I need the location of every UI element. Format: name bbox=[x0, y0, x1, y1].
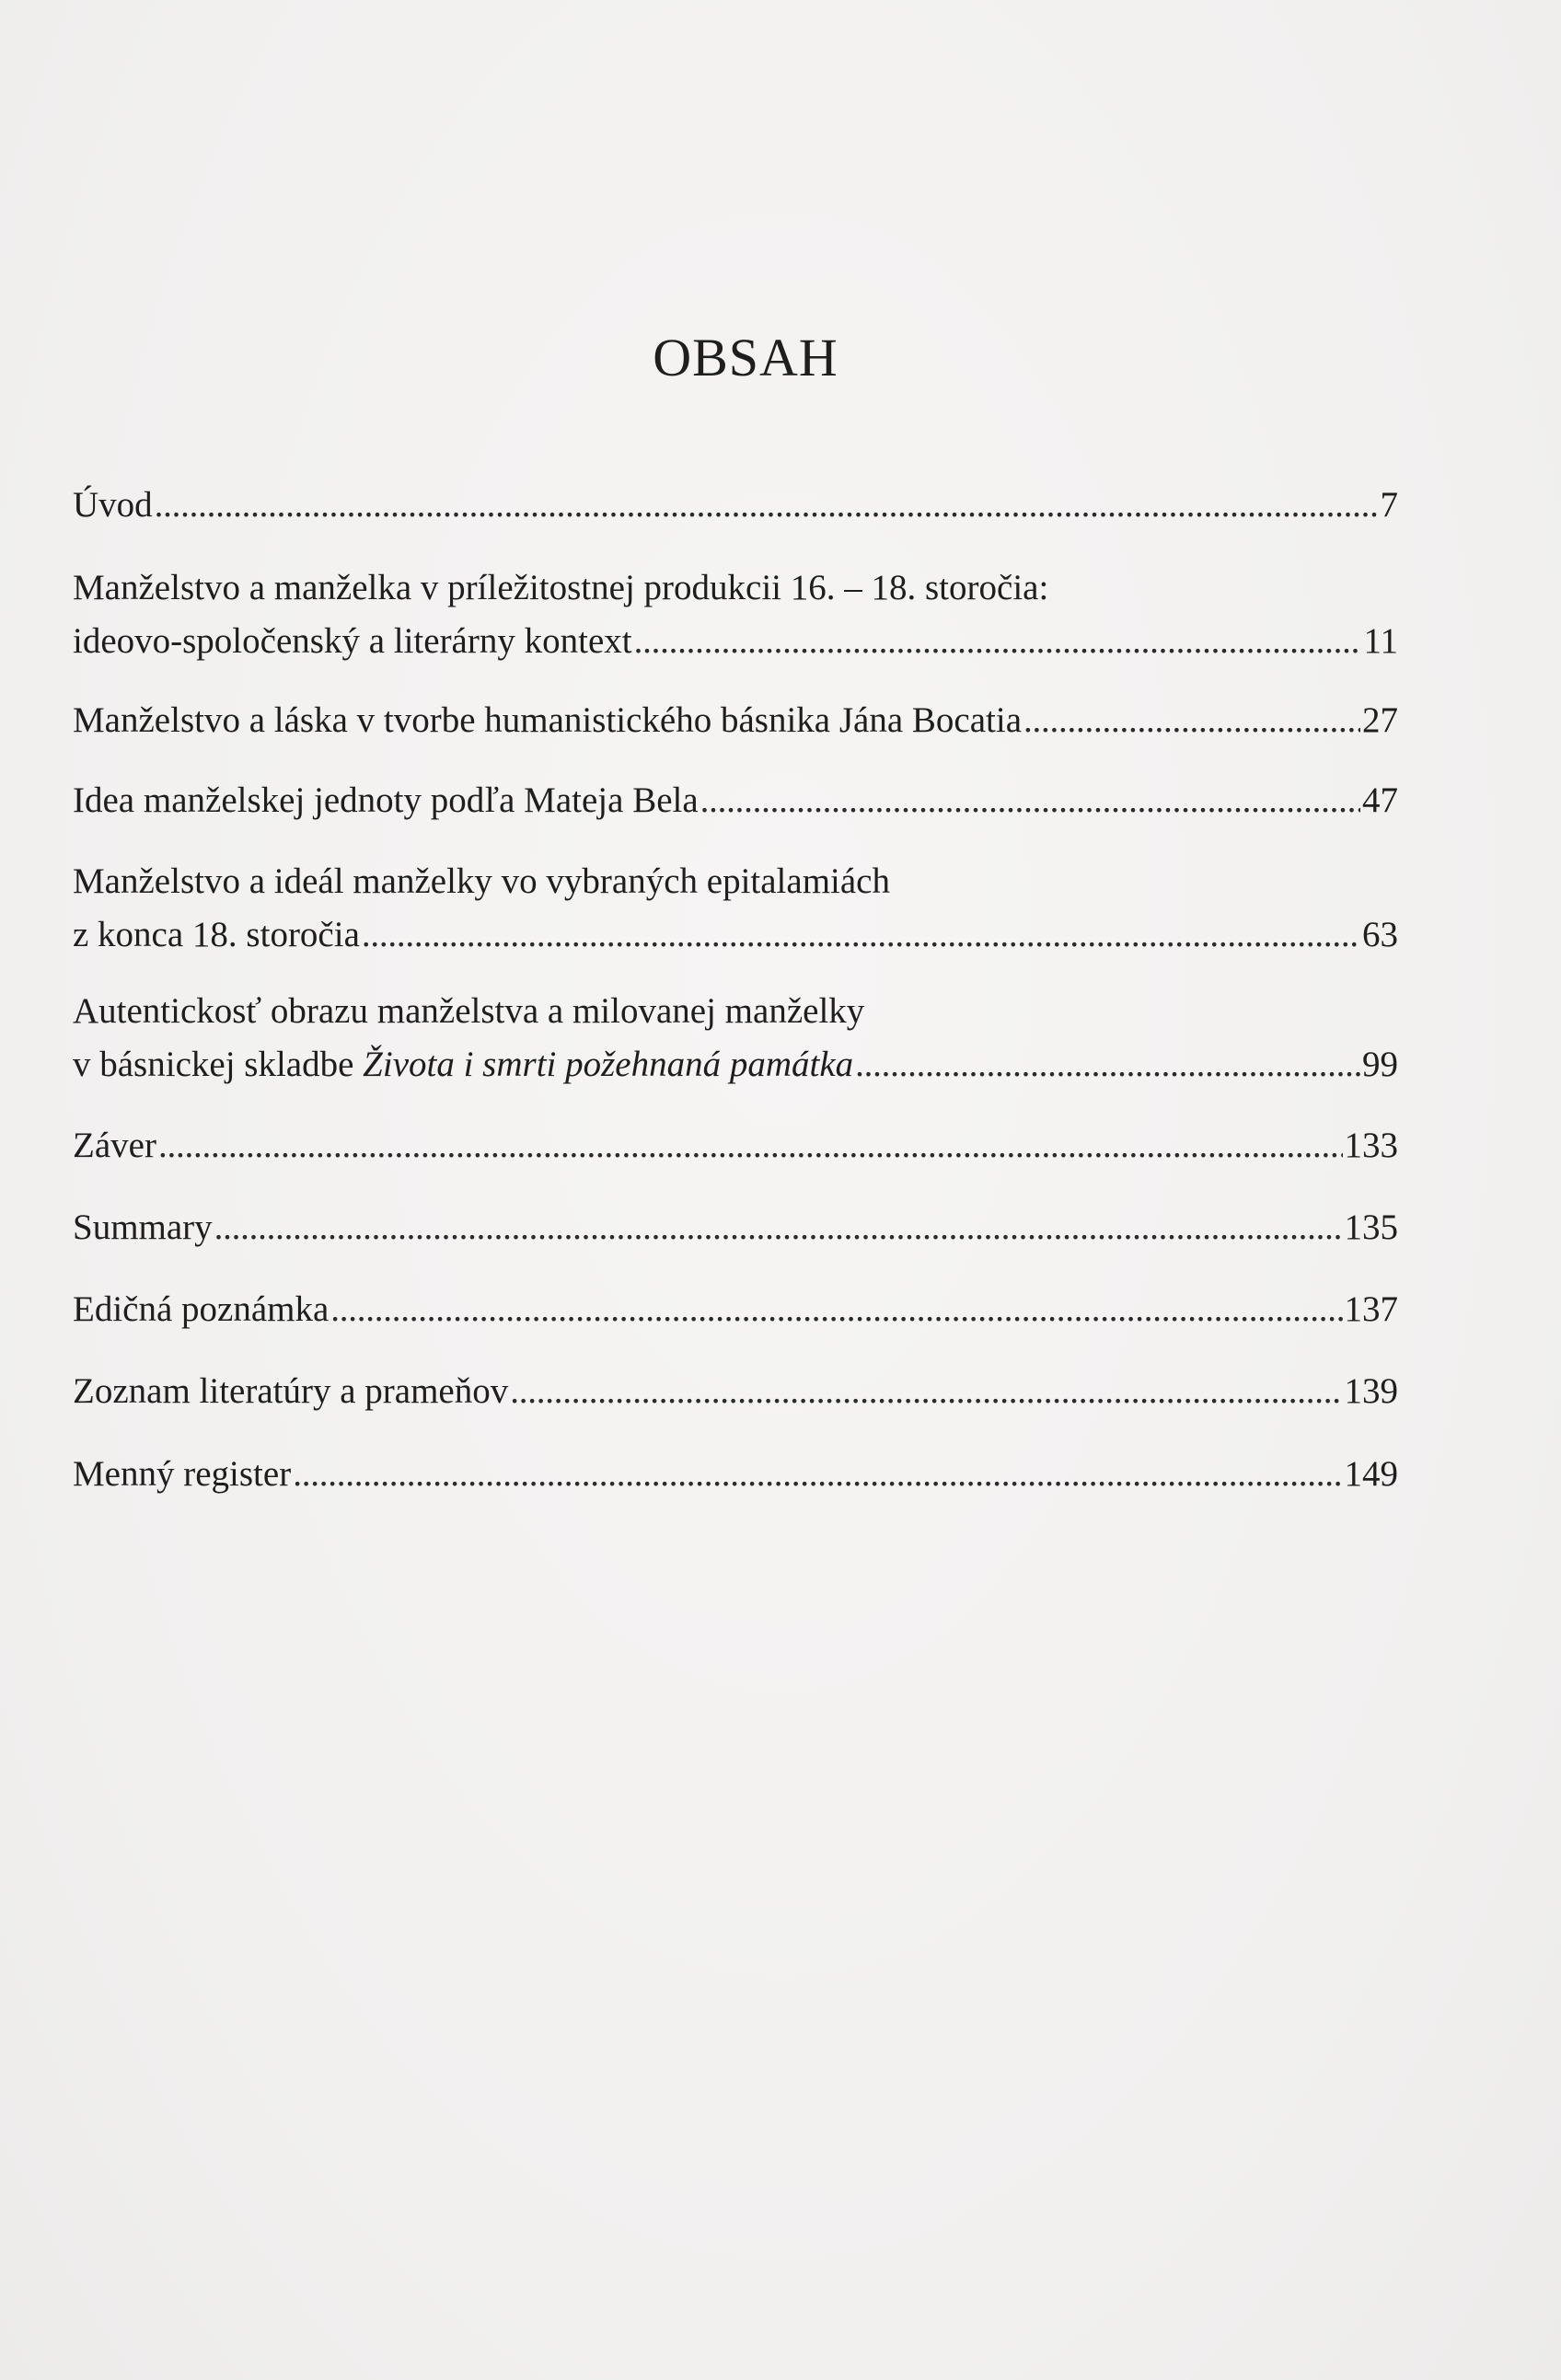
leader-dots bbox=[510, 1365, 1342, 1418]
toc-entry-page: 139 bbox=[1344, 1371, 1398, 1411]
toc-entry-title: Summary bbox=[73, 1207, 213, 1247]
toc-entry bbox=[73, 985, 1398, 1092]
toc-entry-title-line1: Manželstvo a ideál manželky vo vybraných epitalamiách bbox=[73, 861, 890, 901]
leader-dots bbox=[155, 479, 1379, 532]
toc-entry-title: z konca 18. storočia bbox=[73, 915, 360, 954]
toc-entry-title: Manželstvo a láska v tvorbe humanistického básnika Jána Bocatia bbox=[73, 700, 1023, 740]
toc-entry bbox=[73, 479, 1398, 532]
toc-entry-title: Menný register bbox=[73, 1454, 292, 1494]
toc-entry-page: 11 bbox=[1363, 621, 1398, 661]
toc-entry-page: 149 bbox=[1344, 1454, 1398, 1494]
toc-entry-title bbox=[73, 1038, 853, 1092]
toc-entry bbox=[73, 1119, 1398, 1173]
page-title: OBSAH bbox=[653, 328, 838, 387]
leader-dots bbox=[158, 1119, 1343, 1173]
toc-entry-title: Edičná poznámka bbox=[73, 1289, 330, 1329]
leader-dots bbox=[1023, 694, 1360, 747]
leader-dots bbox=[855, 1038, 1360, 1092]
toc-entry bbox=[73, 1201, 1398, 1254]
toc-entry-page: 7 bbox=[1380, 485, 1398, 525]
toc-entry-title: Idea manželskej jednoty podľa Mateja Bela bbox=[73, 780, 699, 820]
toc-entry bbox=[73, 694, 1398, 747]
toc-entry bbox=[73, 774, 1398, 827]
toc-entry bbox=[73, 561, 1398, 668]
leader-dots bbox=[330, 1283, 1342, 1336]
toc-entry-page: 27 bbox=[1362, 700, 1398, 740]
toc-entry-title: Záver bbox=[73, 1126, 156, 1165]
toc-entry bbox=[73, 1283, 1398, 1336]
toc-entry-page: 63 bbox=[1362, 915, 1398, 954]
leader-dots bbox=[700, 774, 1360, 827]
toc-entry-page: 137 bbox=[1344, 1289, 1398, 1329]
toc-entry-title: Zoznam literatúry a prameňov bbox=[73, 1371, 509, 1411]
toc-entry bbox=[73, 1365, 1398, 1418]
toc-entry-page: 99 bbox=[1362, 1045, 1398, 1084]
leader-dots bbox=[214, 1201, 1343, 1254]
leader-dots bbox=[634, 615, 1362, 668]
leader-dots bbox=[293, 1448, 1342, 1501]
toc-entry-title: ideovo-spoločenský a literárny kontext bbox=[73, 621, 632, 661]
toc-entry bbox=[73, 855, 1398, 962]
toc-entry-title-line1: Autentickosť obrazu manželstva a milovanej manželky bbox=[73, 991, 865, 1031]
toc-entry-page: 135 bbox=[1344, 1207, 1398, 1247]
leader-dots bbox=[362, 908, 1360, 962]
toc-entry-title-italic: Života i smrti požehnaná památka bbox=[363, 1045, 854, 1084]
toc-entry bbox=[73, 1448, 1398, 1501]
toc-entry-title-prefix: v básnickej skladbe bbox=[73, 1045, 364, 1084]
toc-entry-page: 133 bbox=[1344, 1126, 1398, 1165]
toc-entry-title-line1: Manželstvo a manželka v príležitostnej produkcii 16. – 18. storočia: bbox=[73, 568, 1049, 607]
toc-entry-title: Úvod bbox=[73, 485, 153, 525]
toc-entry-page: 47 bbox=[1362, 780, 1398, 820]
